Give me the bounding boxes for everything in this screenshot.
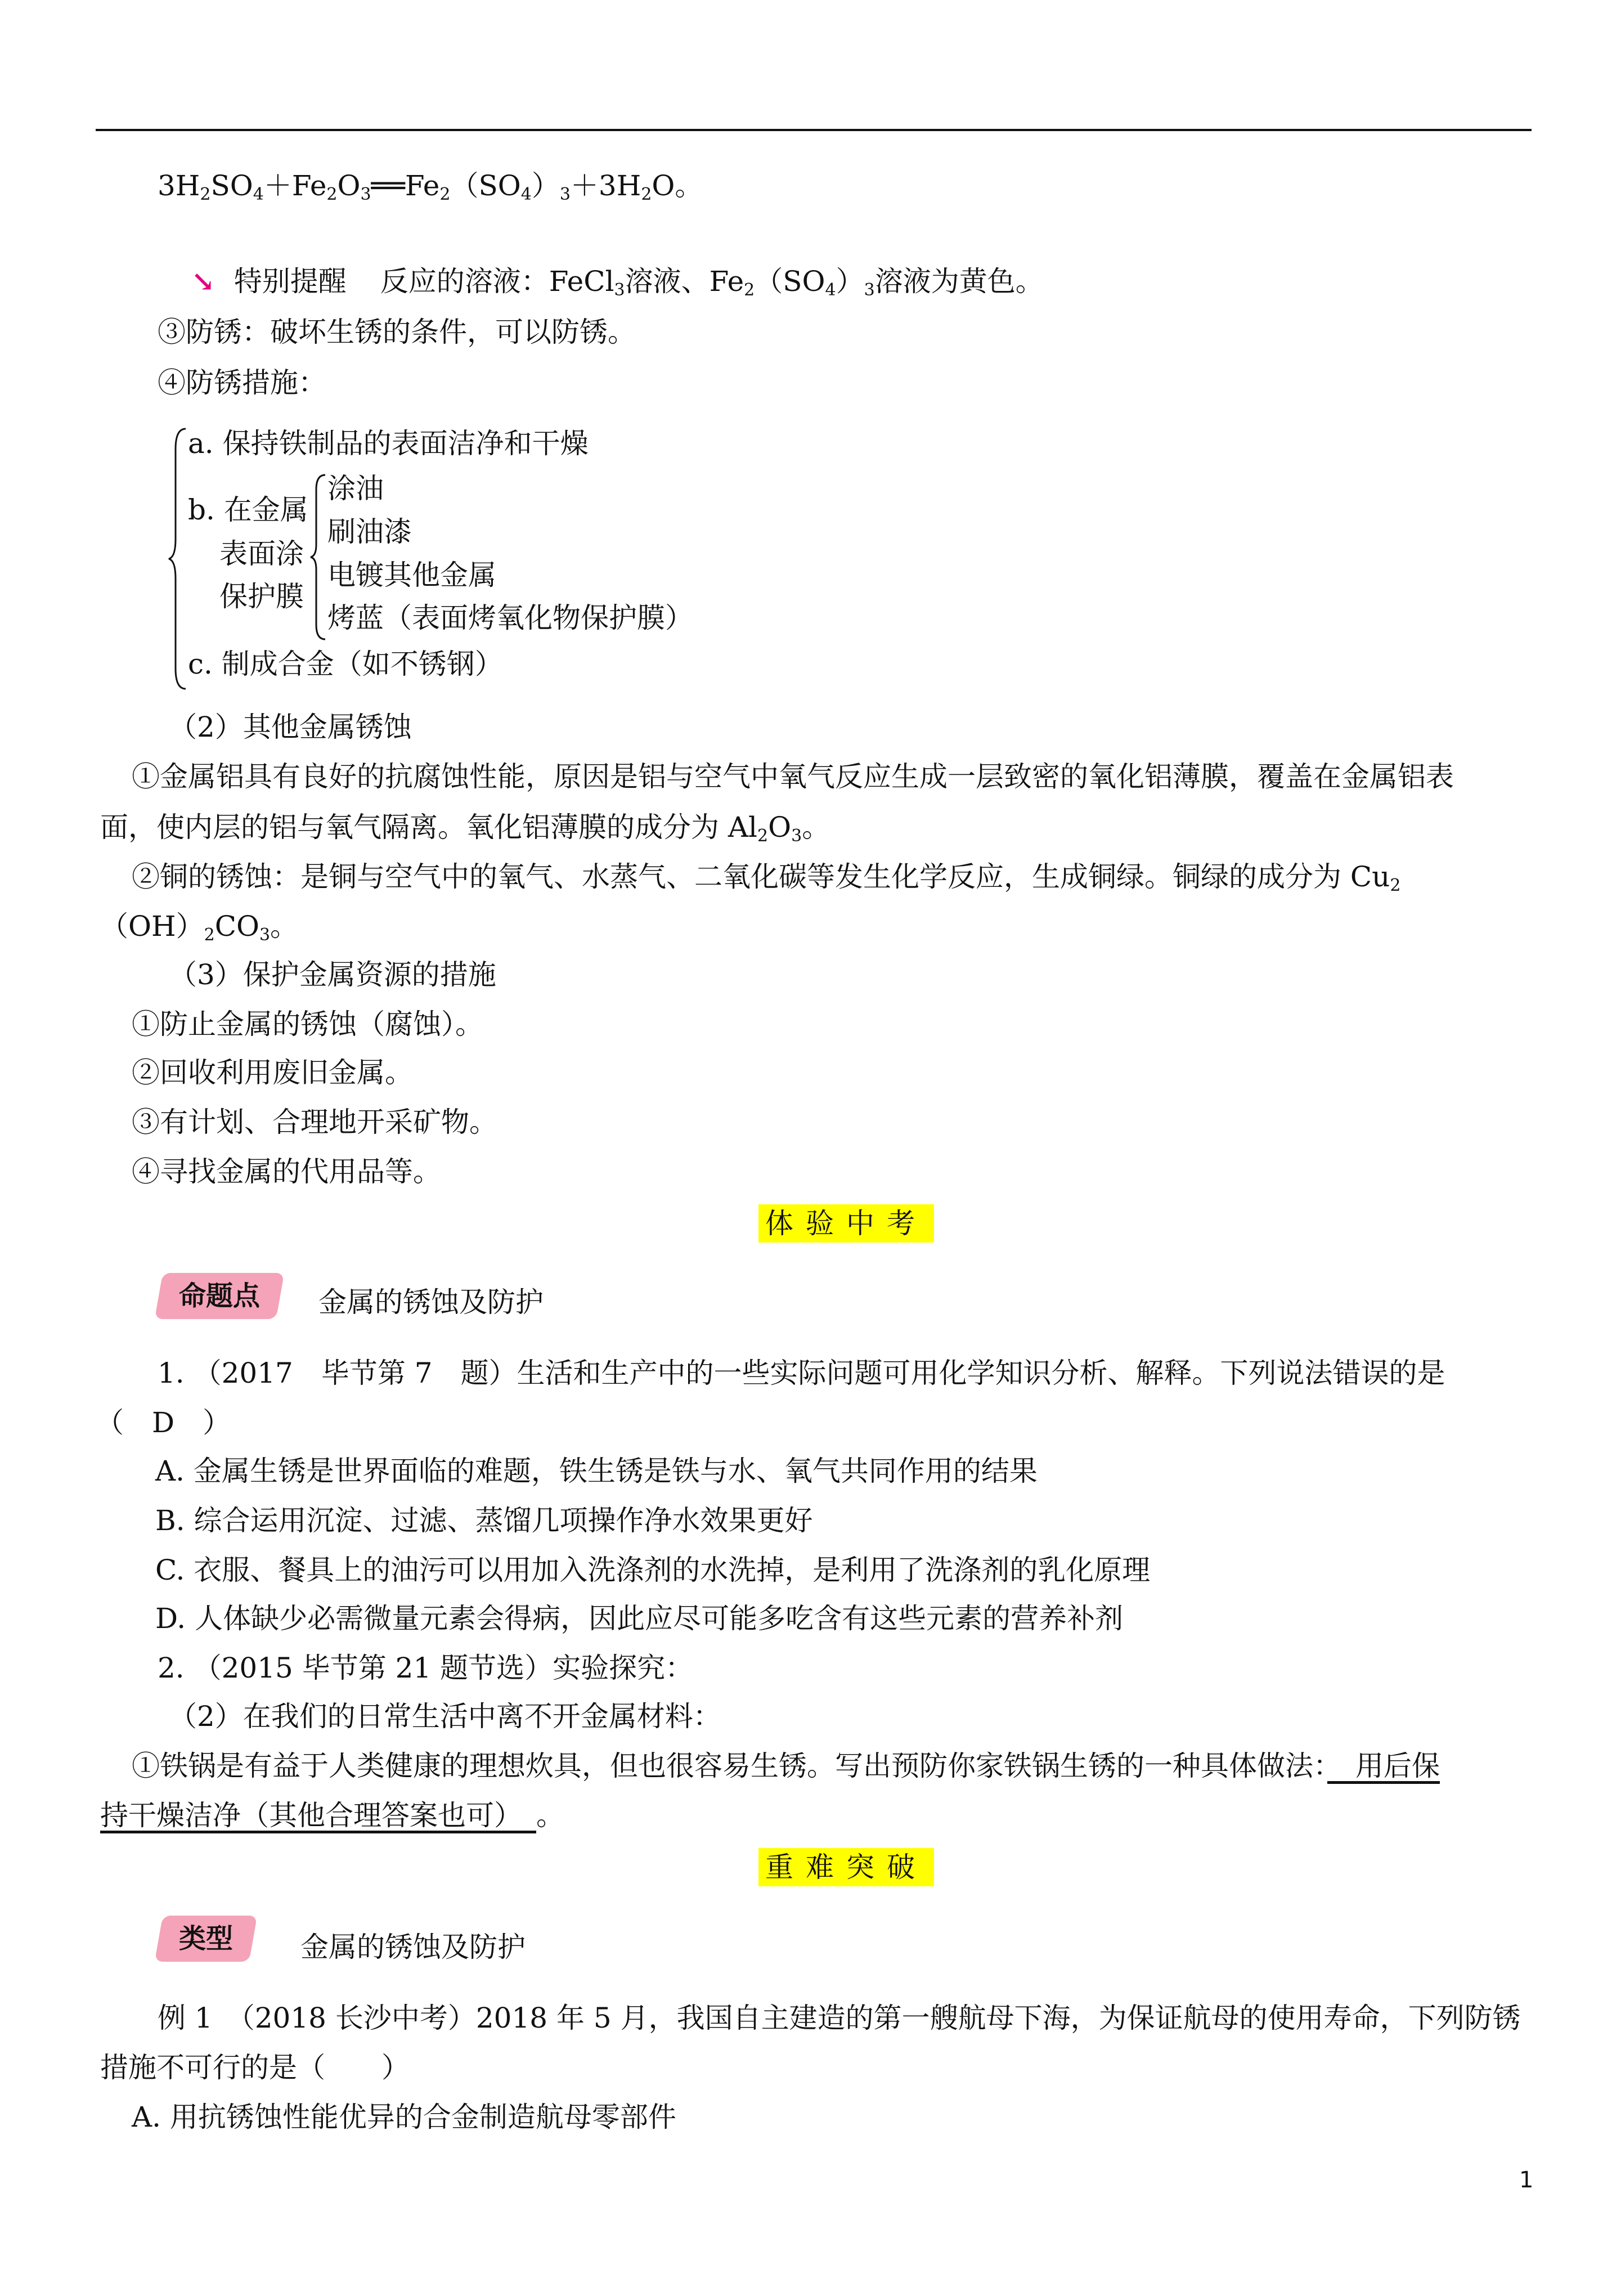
coat-blueing: 烤蓝（表面烤氧化物保护膜） xyxy=(327,602,693,634)
coat-electroplate: 电镀其他金属 xyxy=(327,559,496,591)
equation: $3H_2SO_4+Fe_2O_3══Fe_2(SO_4)_3+3H_2O$。 xyxy=(158,169,703,204)
coat-paint: 刷油漆 xyxy=(327,515,412,548)
page-number: 1 xyxy=(1519,2167,1534,2193)
q2-line2: 持干燥洁净（其他合理答案也可） 。 xyxy=(100,1799,564,1832)
example1-option-a: A. 用抗锈蚀性能优异的合金制造航母零部件 xyxy=(132,2101,676,2133)
outer-brace xyxy=(167,427,189,691)
aluminum-line2: 面，使内层的铝与氧气隔离。氧化铝薄膜的成分为 $Al_2O_3$。 xyxy=(100,811,830,846)
section-title-exam: 体验中考 xyxy=(758,1204,934,1243)
measures-heading: ④防锈措施： xyxy=(158,366,326,399)
q2-sub: （2）在我们的日常生活中离不开金属材料： xyxy=(169,1700,721,1733)
topic-label: 金属的锈蚀及防护 xyxy=(318,1286,544,1319)
tag-proposition: 命题点 xyxy=(155,1273,284,1319)
copper-line1: ②铜的锈蚀：是铜与空气中的氧气、水蒸气、二氧化碳等发生化学反应，生成铜绿。铜绿的成分为 $Cu_2$ xyxy=(132,860,1401,895)
q1-option-c: C. 衣服、餐具上的油污可以用加入洗涤剂的水洗掉，是利用了洗涤剂的乳化原理 xyxy=(155,1554,1151,1586)
rust-prevention-line: ③防锈：破坏生锈的条件，可以防锈。 xyxy=(158,316,636,348)
measure-a: a. 保持铁制品的表面洁净和干燥 xyxy=(188,427,589,460)
topic-label-2: 金属的锈蚀及防护 xyxy=(300,1931,526,1963)
example1-line1: 例 1 （2018 长沙中考）2018 年 5 月，我国自主建造的第一艘航母下海，为保证航母的使用寿命，下列防锈 xyxy=(158,2002,1521,2034)
q2-answer-part1: 用后保 xyxy=(1327,1750,1440,1782)
inner-brace xyxy=(308,473,329,642)
measure-b-line1: b. 在金属 xyxy=(188,494,308,526)
q1-option-a: A. 金属生锈是世界面临的难题，铁生锈是铁与水、氧气共同作用的结果 xyxy=(155,1455,1038,1487)
measure-c: c. 制成合金（如不锈钢） xyxy=(188,648,503,680)
coat-oil: 涂油 xyxy=(327,472,384,505)
q1-answer: （ D ） xyxy=(96,1406,231,1439)
special-tip: ↘ 特别提醒 反应的溶液：FeCl$_3$溶液、$Fe_2(SO_4)_3$溶液为黄色。 xyxy=(191,264,1044,300)
q2-answer-part2: 持干燥洁净（其他合理答案也可） xyxy=(100,1799,536,1832)
q2-line1: ①铁锅是有益于人类健康的理想炊具，但也很容易生锈。写出预防你家铁锅生锈的一种具体做法： 用后保 xyxy=(132,1750,1440,1782)
q1-option-b: B. 综合运用沉淀、过滤、蒸馏几项操作净水效果更好 xyxy=(155,1504,813,1537)
tip-label: 特别提醒 xyxy=(234,265,347,298)
example1-line2: 措施不可行的是（ ） xyxy=(100,2051,410,2084)
q2-stem: 2. （2015 毕节第 21 题节选）实验探究： xyxy=(158,1652,694,1684)
other-metals-heading: （2）其他金属锈蚀 xyxy=(169,711,412,743)
q1-stem: 1. （2017 毕节第 7 题）生活和生产中的一些实际问题可用化学知识分析、解释。下列说法错误的是 xyxy=(158,1357,1445,1389)
section-title-breakthrough: 重难突破 xyxy=(758,1848,934,1886)
arrow-icon: ↘ xyxy=(191,264,215,298)
aluminum-line1: ①金属铝具有良好的抗腐蚀性能，原因是铝与空气中氧气反应生成一层致密的氧化铝薄膜，覆盖在金属铝表 xyxy=(132,760,1454,793)
measure-b-line3: 保护膜 xyxy=(219,580,304,613)
tag-type: 类型 xyxy=(155,1916,257,1962)
protect-item-2: ②回收利用废旧金属。 xyxy=(132,1056,413,1089)
protect-item-1: ①防止金属的锈蚀（腐蚀）。 xyxy=(132,1008,483,1041)
protect-item-3: ③有计划、合理地开采矿物。 xyxy=(132,1106,497,1138)
protect-item-4: ④寻找金属的代用品等。 xyxy=(132,1155,441,1188)
copper-line2: $(OH)_2CO_3$。 xyxy=(100,910,299,945)
protect-heading: （3）保护金属资源的措施 xyxy=(169,958,496,991)
header-rule xyxy=(96,129,1532,131)
measure-b-line2: 表面涂 xyxy=(219,537,304,570)
q1-option-d: D. 人体缺少必需微量元素会得病，因此应尽可能多吃含有这些元素的营养补剂 xyxy=(155,1602,1124,1635)
